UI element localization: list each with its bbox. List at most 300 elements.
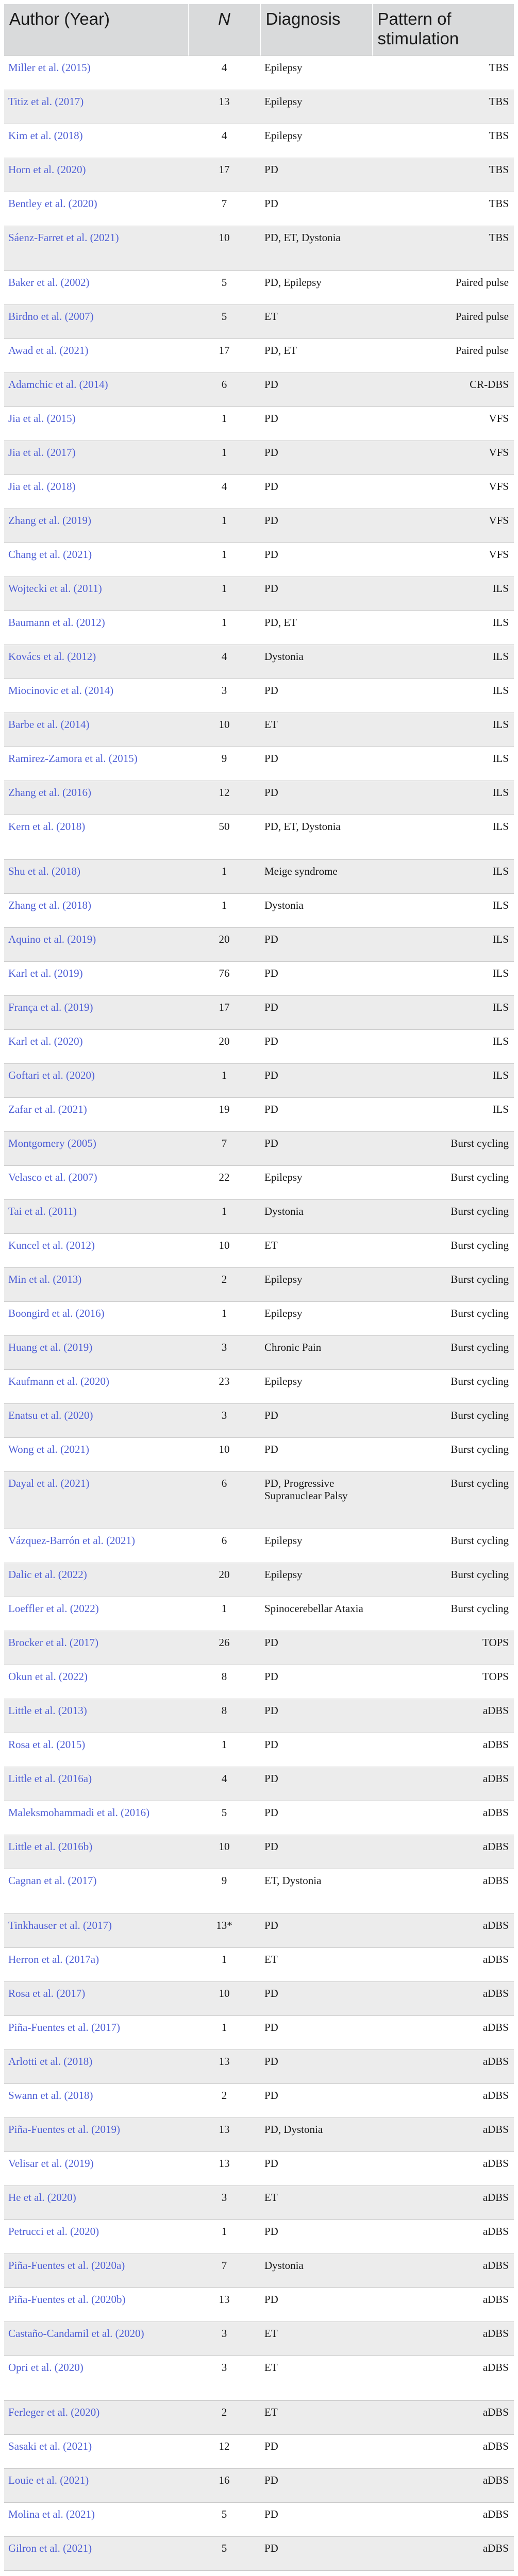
pattern-cell: aDBS (372, 2117, 514, 2151)
author-cell (4, 1767, 188, 1801)
table-row (4, 1335, 514, 1369)
diagnosis-cell: ET, Dystonia (260, 1869, 372, 1913)
table-body (4, 56, 514, 2576)
author-cell (4, 56, 188, 90)
n-cell: 16 (188, 2468, 260, 2502)
author-cell (4, 304, 188, 338)
n-cell: 6 (188, 1529, 260, 1563)
table-row (4, 859, 514, 893)
author-link[interactable]: Goftari et al. (2020) (8, 1069, 95, 1081)
n-cell: 20 (188, 927, 260, 961)
pattern-cell: ILS (372, 1063, 514, 1097)
n-cell: 4 (188, 124, 260, 158)
n-cell: 13* (188, 1913, 260, 1947)
author-link[interactable]: Velasco et al. (2007) (8, 1171, 97, 1183)
author-link[interactable]: Castaño-Candamil et al. (2020) (8, 2327, 144, 2340)
author-cell (4, 713, 188, 747)
author-cell (4, 2400, 188, 2434)
diagnosis-cell: PD (260, 781, 372, 815)
pattern-cell: TBS (372, 56, 514, 90)
diagnosis-cell: PD (260, 2434, 372, 2468)
diagnosis-cell: PD (260, 1665, 372, 1699)
author-link[interactable]: Vázquez-Barrón et al. (2021) (8, 1534, 136, 1547)
diagnosis-cell: PD, ET (260, 611, 372, 645)
diagnosis-cell: PD (260, 2219, 372, 2253)
pattern-cell: ILS (372, 713, 514, 747)
author-cell (4, 124, 188, 158)
n-cell: 10 (188, 1981, 260, 2015)
diagnosis-cell: PD (260, 192, 372, 226)
author-cell (4, 1529, 188, 1563)
diagnosis-cell: PD (260, 961, 372, 995)
pattern-cell: aDBS (372, 1733, 514, 1767)
pattern-cell: ILS (372, 747, 514, 781)
n-cell: 22 (188, 1165, 260, 1199)
diagnosis-cell: ET (260, 1233, 372, 1267)
table-row (4, 158, 514, 192)
pattern-cell: aDBS (372, 1947, 514, 1981)
author-cell (4, 406, 188, 440)
author-link[interactable]: Karl et al. (2019) (8, 967, 83, 979)
n-cell: 13 (188, 2151, 260, 2185)
author-link[interactable]: Wojtecki et al. (2011) (8, 582, 102, 595)
author-cell (4, 2321, 188, 2355)
n-cell: 9 (188, 747, 260, 781)
author-cell (4, 1631, 188, 1665)
table-row (4, 927, 514, 961)
table-row (4, 1597, 514, 1631)
diagnosis-cell: ET (260, 713, 372, 747)
table-row (4, 1631, 514, 1665)
diagnosis-cell: PD (260, 2015, 372, 2049)
pattern-cell: aDBS (372, 1801, 514, 1835)
table-row (4, 509, 514, 543)
diagnosis-cell: Dystonia (260, 893, 372, 927)
author-cell (4, 815, 188, 859)
author-link[interactable]: Jia et al. (2015) (8, 412, 76, 425)
n-cell: 3 (188, 2355, 260, 2400)
author-link[interactable]: Sasaki et al. (2021) (8, 2439, 92, 2452)
table-row (4, 1665, 514, 1699)
author-link[interactable]: Sáenz-Farret et al. (2021) (8, 231, 119, 244)
author-cell (4, 1563, 188, 1597)
n-cell: 1 (188, 2219, 260, 2253)
n-cell: 6 (188, 1471, 260, 1529)
author-link[interactable]: Piña-Fuentes et al. (2020b) (8, 2293, 126, 2306)
pattern-cell: aDBS (372, 2253, 514, 2287)
author-cell (4, 1335, 188, 1369)
author-link[interactable]: Min et al. (2013) (8, 1273, 82, 1285)
diagnosis-cell: PD (260, 1981, 372, 2015)
author-cell (4, 1267, 188, 1301)
pattern-cell: CR-DBS (372, 372, 514, 406)
author-cell (4, 2151, 188, 2185)
author-cell (4, 338, 188, 372)
pattern-cell: Paired pulse (372, 338, 514, 372)
author-link[interactable]: Zafar et al. (2021) (8, 1103, 87, 1115)
pattern-cell (372, 2570, 514, 2576)
table-row (4, 1029, 514, 1063)
author-link[interactable]: He et al. (2020) (8, 2191, 76, 2204)
diagnosis-cell: PD (260, 1913, 372, 1947)
diagnosis-cell: PD (260, 2536, 372, 2570)
pattern-cell: ILS (372, 995, 514, 1029)
pattern-cell: VFS (372, 406, 514, 440)
pattern-cell: TBS (372, 124, 514, 158)
author-link[interactable]: Kuncel et al. (2012) (8, 1239, 95, 1251)
pattern-cell: ILS (372, 679, 514, 713)
author-link[interactable]: Ramirez-Zamora et al. (2015) (8, 752, 138, 765)
n-cell: 1 (188, 440, 260, 474)
author-link[interactable]: Opri et al. (2020) (8, 2361, 83, 2374)
diagnosis-cell: PD (260, 1767, 372, 1801)
author-link[interactable]: Bentley et al. (2020) (8, 197, 97, 210)
author-link[interactable]: Awad et al. (2021) (8, 344, 89, 357)
n-cell: 1 (188, 406, 260, 440)
n-cell: 10 (188, 1437, 260, 1471)
author-link[interactable]: Jia et al. (2018) (8, 480, 76, 493)
author-cell (4, 927, 188, 961)
author-link[interactable]: Wong et al. (2021) (8, 1443, 89, 1455)
author-link[interactable]: Petrucci et al. (2020) (8, 2225, 99, 2238)
table-row (4, 304, 514, 338)
table-row (4, 2083, 514, 2117)
author-link[interactable]: Piña-Fuentes et al. (2019) (8, 2123, 120, 2136)
pattern-cell: TOPS (372, 1665, 514, 1699)
n-cell: 10 (188, 1233, 260, 1267)
author-link[interactable]: Baker et al. (2002) (8, 276, 90, 289)
author-link[interactable]: Okun et al. (2022) (8, 1670, 88, 1683)
author-link[interactable]: Huang et al. (2019) (8, 1341, 93, 1353)
author-link[interactable]: Kim et al. (2018) (8, 129, 83, 142)
diagnosis-cell: PD (260, 1835, 372, 1869)
author-link[interactable]: Dalic et al. (2022) (8, 1568, 87, 1581)
n-cell: 5 (188, 2536, 260, 2570)
pattern-cell: Burst cycling (372, 1267, 514, 1301)
diagnosis-cell: PD (260, 927, 372, 961)
n-cell: 20 (188, 1563, 260, 1597)
author-cell (4, 1131, 188, 1165)
n-cell: 13 (188, 90, 260, 124)
table-row (4, 124, 514, 158)
n-cell: 7 (188, 1131, 260, 1165)
table-row (4, 713, 514, 747)
pattern-cell: aDBS (372, 2502, 514, 2536)
diagnosis-cell: PD (260, 1029, 372, 1063)
pattern-cell: ILS (372, 815, 514, 859)
author-cell (4, 645, 188, 679)
author-cell (4, 1981, 188, 2015)
table-row (4, 747, 514, 781)
diagnosis-cell: ET (260, 304, 372, 338)
n-cell: 4 (188, 474, 260, 509)
author-link[interactable]: Barbe et al. (2014) (8, 718, 90, 731)
author-link[interactable]: Cagnan et al. (2017) (8, 1874, 97, 1887)
table-row (4, 192, 514, 226)
table-row (4, 1869, 514, 1913)
pattern-cell: ILS (372, 927, 514, 961)
author-cell (4, 2185, 188, 2219)
author-link[interactable]: Zhang et al. (2018) (8, 899, 91, 911)
author-link[interactable]: Swann et al. (2018) (8, 2089, 93, 2102)
n-cell: 1 (188, 859, 260, 893)
author-link[interactable]: Adamchic et al. (2014) (8, 378, 108, 391)
diagnosis-cell: Chronic Pain (260, 1335, 372, 1369)
author-cell (4, 1471, 188, 1529)
diagnosis-cell: PD (260, 158, 372, 192)
n-cell: 2 (188, 2083, 260, 2117)
pattern-cell: aDBS (372, 2321, 514, 2355)
n-cell: 1 (188, 1947, 260, 1981)
pattern-cell: Paired pulse (372, 270, 514, 304)
n-cell: 10 (188, 713, 260, 747)
author-link[interactable]: Karl et al. (2020) (8, 1035, 83, 1047)
author-cell (4, 158, 188, 192)
pattern-cell: Burst cycling (372, 1301, 514, 1335)
table-row (4, 961, 514, 995)
diagnosis-cell: Epilepsy (260, 1267, 372, 1301)
author-link[interactable]: Arlotti et al. (2018) (8, 2055, 93, 2067)
diagnosis-cell: PD (260, 1403, 372, 1437)
pattern-cell: TBS (372, 158, 514, 192)
pattern-cell: aDBS (372, 1835, 514, 1869)
n-cell: 13 (188, 2287, 260, 2321)
pattern-cell: aDBS (372, 1913, 514, 1947)
table-row (4, 90, 514, 124)
n-cell: 3 (188, 1403, 260, 1437)
author-link[interactable]: Birdno et al. (2007) (8, 310, 94, 323)
header-pattern (372, 4, 514, 56)
author-link[interactable]: Titiz et al. (2017) (8, 95, 84, 108)
n-cell: 1 (188, 577, 260, 611)
n-cell: 1 (188, 2015, 260, 2049)
author-link[interactable]: Baumann et al. (2012) (8, 616, 105, 629)
diagnosis-cell: Dystonia (260, 2253, 372, 2287)
pattern-cell: Burst cycling (372, 1369, 514, 1403)
studies-table (4, 4, 514, 2576)
table-row (4, 679, 514, 713)
pattern-cell: aDBS (372, 1767, 514, 1801)
author-cell (4, 1029, 188, 1063)
author-cell (4, 1597, 188, 1631)
diagnosis-cell: PD (260, 2049, 372, 2083)
author-link[interactable]: Loeffler et al. (2022) (8, 1602, 99, 1615)
author-cell (4, 2083, 188, 2117)
n-cell: 4 (188, 56, 260, 90)
diagnosis-cell: Meige syndrome (260, 859, 372, 893)
diagnosis-cell: PD (260, 1131, 372, 1165)
author-cell (4, 474, 188, 509)
pattern-cell: TOPS (372, 1631, 514, 1665)
pattern-cell: aDBS (372, 2015, 514, 2049)
table-row (4, 2434, 514, 2468)
table-row (4, 338, 514, 372)
author-link[interactable]: Aquino et al. (2019) (8, 933, 96, 945)
n-cell: 12 (188, 781, 260, 815)
n-cell: 23 (188, 1369, 260, 1403)
author-cell (4, 893, 188, 927)
table-row (4, 56, 514, 90)
pattern-cell: Burst cycling (372, 1335, 514, 1369)
table-row (4, 1131, 514, 1165)
table-row (4, 995, 514, 1029)
pattern-cell: Burst cycling (372, 1529, 514, 1563)
n-cell: 1 (188, 1063, 260, 1097)
author-link[interactable]: Chang et al. (2021) (8, 548, 92, 561)
table-row (4, 1097, 514, 1131)
table-row (4, 1063, 514, 1097)
diagnosis-cell: Epilepsy (260, 56, 372, 90)
author-cell (4, 270, 188, 304)
author-link[interactable]: Zhang et al. (2019) (8, 514, 91, 527)
pattern-cell: aDBS (372, 1869, 514, 1913)
author-link[interactable]: Shu et al. (2018) (8, 865, 80, 877)
author-cell (4, 1699, 188, 1733)
pattern-cell: ILS (372, 859, 514, 893)
author-link[interactable]: Jia et al. (2017) (8, 446, 76, 459)
author-link[interactable]: Little et al. (2013) (8, 1704, 87, 1717)
author-link[interactable]: Piña-Fuentes et al. (2017) (8, 2021, 120, 2033)
pattern-cell: Burst cycling (372, 1597, 514, 1631)
n-cell: 17 (188, 995, 260, 1029)
author-cell (4, 2287, 188, 2321)
author-cell (4, 1835, 188, 1869)
author-link[interactable]: Kaufmann et al. (2020) (8, 1375, 109, 1387)
n-cell: 1 (188, 611, 260, 645)
author-cell (4, 2253, 188, 2287)
author-cell (4, 2502, 188, 2536)
diagnosis-cell: PD, ET (260, 338, 372, 372)
author-cell (4, 1869, 188, 1913)
author-link[interactable]: Maleksmohammadi et al. (2016) (8, 1806, 150, 1819)
table-row (4, 226, 514, 270)
n-cell: 5 (188, 2502, 260, 2536)
pattern-cell: aDBS (372, 1699, 514, 1733)
author-link[interactable]: Brocker et al. (2017) (8, 1636, 98, 1649)
diagnosis-cell: Epilepsy (260, 124, 372, 158)
n-cell: 3 (188, 2185, 260, 2219)
author-link[interactable]: França et al. (2019) (8, 1001, 93, 1013)
n-cell: 7 (188, 2253, 260, 2287)
author-cell (4, 1733, 188, 1767)
author-link[interactable]: Velisar et al. (2019) (8, 2157, 94, 2170)
author-cell (4, 961, 188, 995)
n-cell: 5 (188, 270, 260, 304)
pattern-cell: ILS (372, 1029, 514, 1063)
author-link[interactable]: Herron et al. (2017a) (8, 1953, 99, 1965)
author-link[interactable]: Kern et al. (2018) (8, 820, 86, 833)
pattern-cell: aDBS (372, 2400, 514, 2434)
author-link[interactable]: Tai et al. (2011) (8, 1205, 77, 1217)
author-link[interactable]: Little et al. (2016b) (8, 1840, 93, 1853)
author-link[interactable]: Miller et al. (2015) (8, 61, 91, 74)
table-row (4, 645, 514, 679)
author-link[interactable]: Louie et al. (2021) (8, 2473, 89, 2486)
diagnosis-cell: ET (260, 2355, 372, 2400)
author-link[interactable]: Zhang et al. (2016) (8, 786, 91, 799)
diagnosis-cell: Dystonia (260, 1199, 372, 1233)
table-row (4, 2185, 514, 2219)
author-link[interactable]: Rosa et al. (2017) (8, 1987, 86, 1999)
author-link[interactable]: Tinkhauser et al. (2017) (8, 1919, 112, 1931)
diagnosis-cell: PD, Dystonia (260, 2117, 372, 2151)
author-cell (4, 1063, 188, 1097)
n-cell: 12 (188, 2434, 260, 2468)
diagnosis-cell: ET (260, 2321, 372, 2355)
table-row (4, 893, 514, 927)
author-cell (4, 1913, 188, 1947)
pattern-cell: Burst cycling (372, 1233, 514, 1267)
author-link[interactable]: Molina et al. (2021) (8, 2507, 95, 2520)
author-link[interactable]: Kovács et al. (2012) (8, 650, 96, 663)
author-link[interactable]: Ferleger et al. (2020) (8, 2405, 100, 2418)
pattern-cell: aDBS (372, 2468, 514, 2502)
author-cell (4, 90, 188, 124)
n-cell: 13 (188, 2117, 260, 2151)
author-cell (4, 1199, 188, 1233)
diagnosis-cell: Epilepsy (260, 90, 372, 124)
n-cell: 26 (188, 1631, 260, 1665)
diagnosis-cell: PD (260, 2287, 372, 2321)
author-cell (4, 577, 188, 611)
author-link[interactable]: Piña-Fuentes et al. (2020a) (8, 2259, 125, 2272)
table-row (4, 1981, 514, 2015)
diagnosis-cell: PD (260, 1063, 372, 1097)
pattern-cell: aDBS (372, 2083, 514, 2117)
n-cell: 10 (188, 226, 260, 270)
author-cell (4, 192, 188, 226)
table-row (4, 815, 514, 859)
author-link[interactable]: Boongird et al. (2016) (8, 1307, 105, 1319)
author-link[interactable]: Enatsu et al. (2020) (8, 1409, 93, 1421)
pattern-cell: TBS (372, 226, 514, 270)
author-cell (4, 859, 188, 893)
n-cell: 2 (188, 2400, 260, 2434)
table-row (4, 2015, 514, 2049)
diagnosis-cell: ET (260, 2185, 372, 2219)
author-link[interactable]: Miocinovic et al. (2014) (8, 684, 114, 697)
pattern-cell: Burst cycling (372, 1437, 514, 1471)
diagnosis-cell: PD (260, 543, 372, 577)
author-cell (4, 2570, 188, 2576)
author-link[interactable]: Little et al. (2016a) (8, 1772, 92, 1785)
table-row (4, 1801, 514, 1835)
pattern-cell: Burst cycling (372, 1563, 514, 1597)
n-cell: 3 (188, 679, 260, 713)
diagnosis-cell: PD (260, 1437, 372, 1471)
author-link[interactable]: Rosa et al. (2015) (8, 1738, 86, 1751)
author-link[interactable]: Horn et al. (2020) (8, 163, 86, 176)
pattern-cell: ILS (372, 645, 514, 679)
table-row (4, 1699, 514, 1733)
n-cell: 1 (188, 543, 260, 577)
pattern-cell: Burst cycling (372, 1131, 514, 1165)
n-cell: 10 (188, 1835, 260, 1869)
author-link[interactable]: Dayal et al. (2021) (8, 1477, 90, 1489)
author-cell (4, 1165, 188, 1199)
author-cell (4, 2536, 188, 2570)
author-link[interactable]: Gilron et al. (2021) (8, 2541, 92, 2554)
table-row (4, 372, 514, 406)
author-link[interactable]: Montgomery (2005) (8, 1137, 96, 1149)
n-cell: 1 (188, 1597, 260, 1631)
pattern-cell: ILS (372, 781, 514, 815)
n-cell: 17 (188, 158, 260, 192)
pattern-cell: Burst cycling (372, 1199, 514, 1233)
n-cell: 3 (188, 2321, 260, 2355)
table-row (4, 2049, 514, 2083)
n-cell: 1 (188, 893, 260, 927)
